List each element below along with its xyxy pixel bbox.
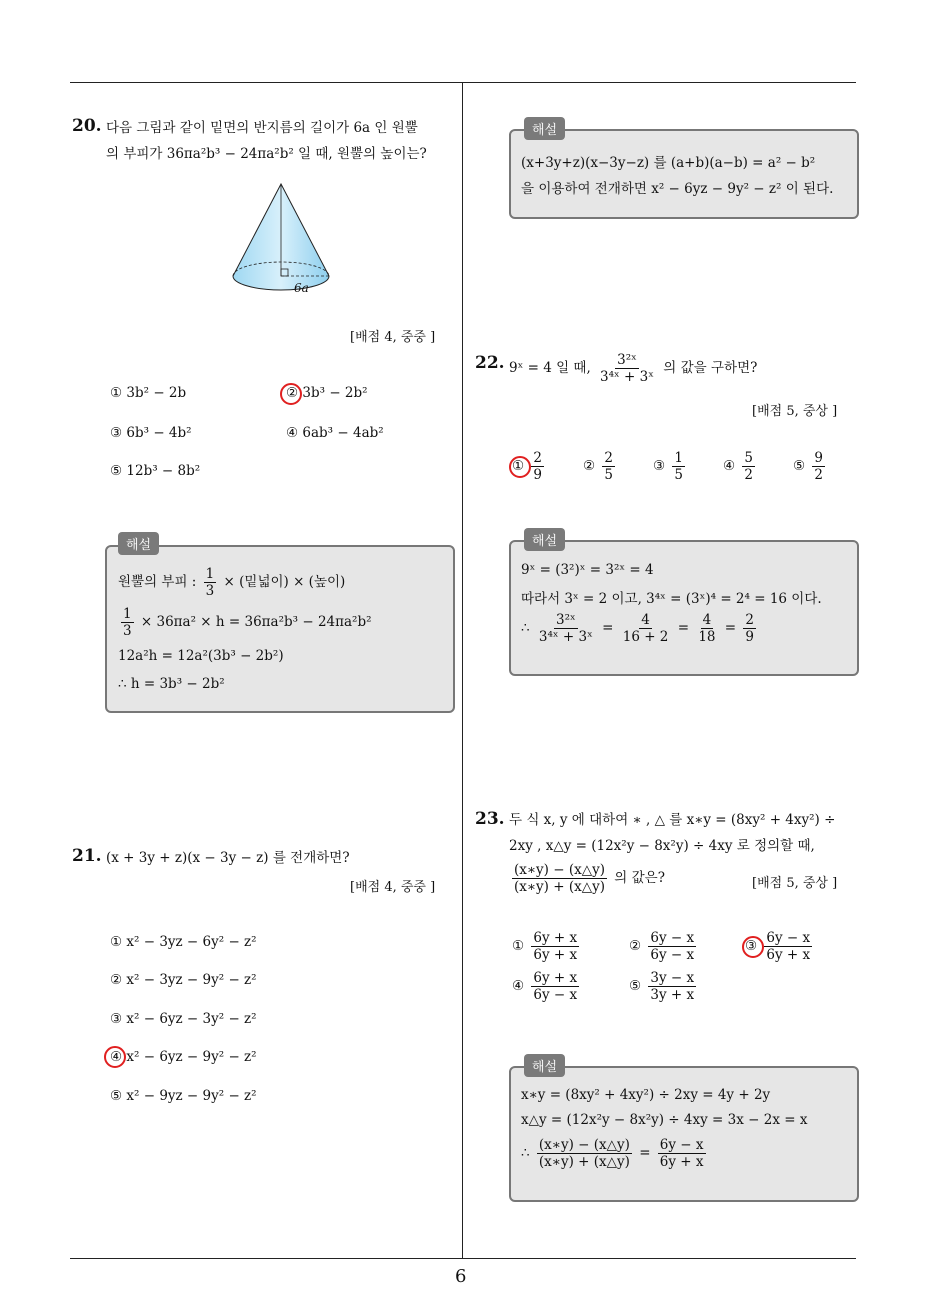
q20-explain-line3: 12a²h = 12a²(3b³ − 2b²) (118, 648, 284, 664)
q22-question-frac (598, 352, 656, 385)
q20-ex2-suffix: × 36πa² × h = 36πa²b³ − 24πa²b² (140, 614, 372, 631)
q20-ex1-prefix: 원뿔의 부피 : (118, 574, 197, 591)
q20-explain-line1 (118, 566, 345, 599)
q23-frac-den: (x∗y) + (x△y) (514, 879, 605, 896)
q23-choice-1-den: 6y + x (533, 947, 578, 964)
q21-score: [배점 4, 중중 ] (350, 880, 436, 895)
q20-explain-line2 (118, 606, 372, 639)
q22-frac-num: 3²ˣ (617, 352, 637, 368)
q22-choice-3-den: 5 (674, 467, 683, 484)
q21-choice-3[interactable]: ③ x² − 6yz − 3y² − z² (110, 1011, 257, 1027)
q23-choice-5-num: 3y − x (650, 970, 695, 986)
q22-choice-2-num: 2 (604, 450, 613, 466)
q22-ex3-f3-num: 4 (702, 612, 712, 628)
q20-ex1-suffix: × (밑넓이) × (높이) (223, 574, 346, 591)
q22-ex3-frac3 (696, 612, 717, 645)
q22-ex3-f1-den: 3⁴ˣ + 3ˣ (538, 629, 593, 646)
q22-text (509, 352, 757, 385)
q22-explain-box (509, 540, 859, 676)
q20-ex1-den: 3 (205, 583, 215, 600)
q22-ex3-f4-den: 9 (745, 629, 754, 646)
q23-choice-3-num: 6y − x (766, 930, 811, 946)
q20-number: 20. (72, 116, 102, 136)
q23-explain-line1: x∗y = (8xy² + 4xy²) ÷ 2xy = 4y + 2y (521, 1087, 771, 1103)
q23-choice-4-num: 6y + x (533, 970, 578, 986)
q22-score: [배점 5, 중상 ] (752, 404, 838, 419)
q22-choice-1-den: 9 (533, 467, 542, 484)
q22-choice-5-num: 9 (814, 450, 823, 466)
q20-choice-4[interactable]: ④ 6ab³ − 4ab² (286, 425, 384, 441)
q22-ex3-f2-num: 4 (641, 612, 650, 628)
q21-answer-mark (104, 1046, 126, 1068)
q23-ex3-f2-num: 6y − x (659, 1137, 704, 1153)
q22-explain-tag: 해설 (524, 528, 565, 551)
q22-number: 22. (475, 353, 505, 373)
q23-choice-5-den: 3y + x (650, 987, 695, 1004)
q23-number: 23. (475, 809, 505, 829)
q21-explain-box (509, 129, 859, 219)
q23-choice-1-frac (531, 930, 579, 963)
q22-text-prefix: 9ˣ = 4 일 때, (509, 360, 591, 377)
q20-ex2-den: 3 (123, 623, 132, 640)
q20-ex2-num: 1 (123, 606, 132, 622)
q20-explain-tag: 해설 (118, 532, 159, 555)
q22-choice-3[interactable] (653, 450, 688, 483)
q21-choice-1[interactable]: ① x² − 3yz − 6y² − z² (110, 934, 257, 950)
q23-choice-5-label: ⑤ (629, 978, 642, 995)
bottom-rule (70, 1258, 856, 1259)
q23-choice-2-label: ② (629, 938, 642, 955)
q23-choice-1-num: 6y + x (533, 930, 578, 946)
q22-choice-3-num: 1 (674, 450, 683, 466)
q20-answer-mark (280, 383, 302, 405)
q23-choice-2[interactable] (629, 930, 699, 963)
q22-choice-3-frac (672, 450, 685, 483)
q20-choice-2[interactable]: ② 3b³ − 2b² (286, 385, 368, 401)
q22-choice-2-frac (602, 450, 615, 483)
q23-text-suffix: 의 값은? (614, 870, 665, 887)
q23-choice-3-den: 6y + x (766, 947, 811, 964)
q23-choice-5-frac (648, 970, 696, 1003)
q22-ex3-frac4 (743, 612, 756, 645)
q22-ex3-eq2: = (677, 620, 690, 637)
q21-explain-line2: 을 이용하여 전개하면 x² − 6yz − 9y² − z² 이 된다. (521, 181, 834, 197)
q20-choice-1[interactable]: ① 3b² − 2b (110, 385, 187, 401)
q20-ex1-frac (204, 566, 217, 599)
q20-choice-5[interactable]: ⑤ 12b³ − 8b² (110, 463, 201, 479)
q22-choice-5-frac (812, 450, 825, 483)
q23-line3 (509, 862, 665, 895)
q22-ex3-f3-den: 18 (698, 629, 716, 646)
q23-question-frac (512, 862, 607, 895)
q20-ex1-num: 1 (205, 566, 215, 582)
q20-score: [배점 4, 중중 ] (350, 330, 436, 345)
q22-ex3-frac2 (621, 612, 671, 645)
q23-choice-1[interactable] (512, 930, 582, 963)
q22-choice-1-num: 2 (533, 450, 542, 466)
q21-choice-5[interactable]: ⑤ x² − 9yz − 9y² − z² (110, 1088, 257, 1104)
q22-ex3-eq1: = (602, 620, 614, 637)
q23-explain-line3 (521, 1137, 709, 1170)
q22-choice-2-label: ② (583, 458, 596, 475)
q23-choice-4-frac (531, 970, 579, 1003)
q21-explain-line1: (x+3y+z)(x−3y−z) 를 (a+b)(a−b) = a² − b² (521, 155, 816, 171)
q23-score: [배점 5, 중상 ] (752, 876, 838, 891)
q22-choice-5[interactable] (793, 450, 828, 483)
q23-choice-2-frac (648, 930, 696, 963)
q22-choice-4-den: 2 (744, 467, 753, 484)
q23-ex3-eq: = (639, 1145, 651, 1162)
q20-explain-line4: ∴ h = 3b³ − 2b² (118, 676, 225, 692)
q22-explain-line2: 따라서 3ˣ = 2 이고, 3⁴ˣ = (3ˣ)⁴ = 2⁴ = 16 이다. (521, 591, 822, 607)
q23-line2: 2xy , x△y = (12x²y − 8x²y) ÷ 4xy 로 정의할 때, (509, 838, 815, 854)
q20-line1: 다음 그림과 같이 밑면의 반지름의 길이가 6a 인 원뿔 (106, 120, 418, 136)
q22-choice-1-frac (531, 450, 544, 483)
q23-choice-3-label: ③ (745, 938, 758, 955)
cone-figure (225, 180, 335, 300)
q22-choice-1-label: ① (512, 458, 525, 475)
q22-choice-5-label: ⑤ (793, 458, 806, 475)
q23-explain-tag: 해설 (524, 1054, 565, 1077)
q23-frac-num: (x∗y) − (x△y) (514, 862, 605, 878)
q21-choice-4[interactable]: ④ x² − 6yz − 9y² − z² (110, 1049, 257, 1065)
q21-number: 21. (72, 846, 102, 866)
q21-text: (x + 3y + z)(x − 3y − z) 를 전개하면? (106, 850, 350, 866)
q22-ex3-f4-num: 2 (745, 612, 754, 628)
q20-line2: 의 부피가 36πa²b³ − 24πa²b² 일 때, 원뿔의 높이는? (106, 146, 427, 162)
q22-ex3-eq3: = (724, 620, 737, 637)
top-rule (70, 82, 856, 83)
column-divider (462, 82, 463, 1258)
q23-choice-4-den: 6y − x (533, 987, 578, 1004)
q23-choice-5[interactable] (629, 970, 699, 1003)
q23-line1: 두 식 x, y 에 대하여 ∗ , △ 를 x∗y = (8xy² + 4xy²) ÷ (509, 812, 836, 828)
q23-explain-line2: x△y = (12x²y − 8x²y) ÷ 4xy = 3x − 2x = x (521, 1112, 808, 1128)
cone-radius-label: 6a (294, 281, 309, 295)
q22-frac-den: 3⁴ˣ + 3ˣ (600, 369, 654, 386)
q22-choice-2-den: 5 (604, 467, 613, 484)
q23-ex3-f2-den: 6y + x (659, 1154, 704, 1171)
q22-ex3-frac1 (537, 612, 595, 645)
q23-ex3-f1-num: (x∗y) − (x△y) (538, 1137, 630, 1153)
q23-answer-mark (742, 936, 764, 958)
q22-choice-4-num: 5 (744, 450, 753, 466)
q23-ex3-frac2 (658, 1137, 706, 1170)
q22-text-suffix: 의 값을 구하면? (663, 360, 758, 377)
q22-choice-4[interactable] (723, 450, 758, 483)
q21-explain-tag: 해설 (524, 117, 565, 140)
q22-choice-5-den: 2 (814, 467, 823, 484)
q22-choice-4-label: ④ (723, 458, 736, 475)
q23-choice-1-label: ① (512, 938, 525, 955)
q22-choice-4-frac (742, 450, 755, 483)
q22-ex3-therefore: ∴ (521, 620, 530, 637)
q23-ex3-frac1 (537, 1137, 632, 1170)
page-number: 6 (455, 1266, 467, 1287)
q22-ex3-f1-num: 3²ˣ (555, 612, 576, 628)
q22-ex3-f2-den: 16 + 2 (622, 629, 669, 646)
q22-explain-line1: 9ˣ = (3²)ˣ = 3²ˣ = 4 (521, 562, 654, 578)
q23-ex3-f1-den: (x∗y) + (x△y) (538, 1154, 630, 1171)
q23-choice-4[interactable] (512, 970, 582, 1003)
q22-explain-line3 (521, 612, 759, 645)
q20-choice-3[interactable]: ③ 6b³ − 4b² (110, 425, 192, 441)
q23-choice-4-label: ④ (512, 978, 525, 995)
q21-choice-2[interactable]: ② x² − 3yz − 9y² − z² (110, 972, 257, 988)
q23-choice-2-den: 6y − x (650, 947, 695, 964)
q23-choice-2-num: 6y − x (650, 930, 695, 946)
q23-choice-3-frac (764, 930, 812, 963)
q22-answer-mark (509, 456, 531, 478)
q22-choice-3-label: ③ (653, 458, 666, 475)
q23-ex3-therefore: ∴ (521, 1145, 530, 1162)
q20-ex2-frac (121, 606, 134, 639)
q22-choice-2[interactable] (583, 450, 618, 483)
